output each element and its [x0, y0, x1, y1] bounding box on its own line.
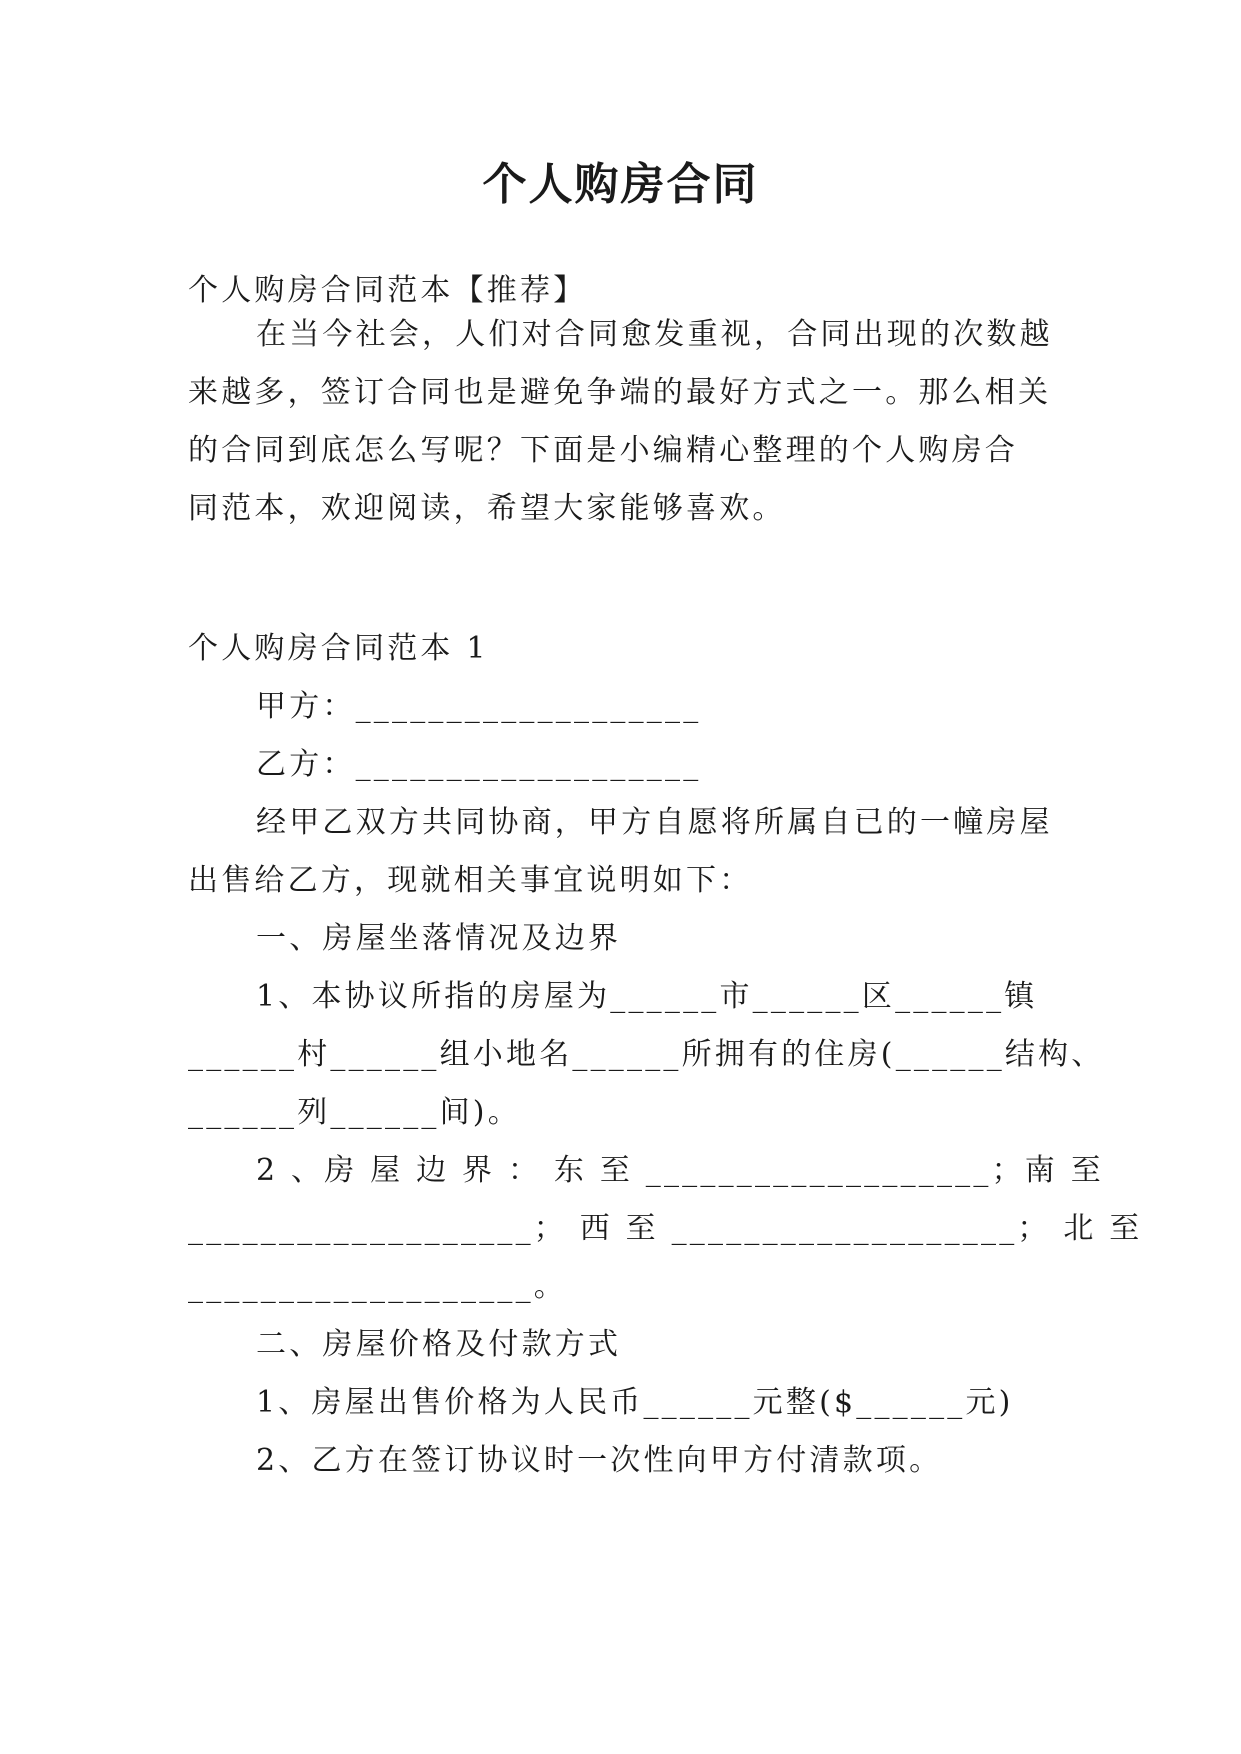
clause-line: 1、本协议所指的房屋为______市______区______镇 [256, 979, 1038, 1014]
clause-line: 2、乙方在签订协议时一次性向甲方付清款项。 [256, 1443, 943, 1478]
section-heading: 个人购房合同范本 1 [188, 631, 489, 666]
party-a-line: 甲方：___________________ [256, 689, 702, 724]
clause-line: 1、房屋出售价格为人民币______元整($______元) [256, 1385, 1014, 1420]
intro-line: 同范本，欢迎阅读，希望大家能够喜欢。 [188, 491, 786, 526]
contract-body [188, 620, 1143, 1490]
intro-paragraph [188, 306, 1053, 538]
party-b-line: 乙方：___________________ [256, 747, 702, 782]
clause-line: 2 、房 屋 边 界 ： 东 至 ___________________；南 至 [256, 1153, 1104, 1188]
clause-line: ___________________。 [188, 1269, 567, 1304]
intro-line: 在当今社会，人们对合同愈发重视，合同出现的次数越 [256, 317, 1053, 352]
intro-line: 来越多，签订合同也是避免争端的最好方式之一。那么相关 [188, 375, 1052, 410]
intro-line: 的合同到底怎么写呢？下面是小编精心整理的个人购房合 [188, 433, 1018, 468]
clause-heading: 一、房屋坐落情况及边界 [256, 921, 622, 956]
clause-line: ______列______间)。 [188, 1095, 521, 1130]
clause-line: ___________________； 西 至 ___________________； 北 至 [188, 1211, 1143, 1246]
preamble-line: 出售给乙方，现就相关事宜说明如下： [188, 863, 753, 898]
clause-line: ______村______组小地名______所拥有的住房(______结构、 [188, 1037, 1105, 1072]
preamble-line: 经甲乙双方共同协商，甲方自愿将所属自已的一幢房屋 [256, 805, 1053, 840]
document-subtitle: 个人购房合同范本【推荐】 [188, 273, 587, 308]
document-title: 个人购房合同 [482, 159, 759, 210]
clause-heading: 二、房屋价格及付款方式 [256, 1327, 622, 1362]
